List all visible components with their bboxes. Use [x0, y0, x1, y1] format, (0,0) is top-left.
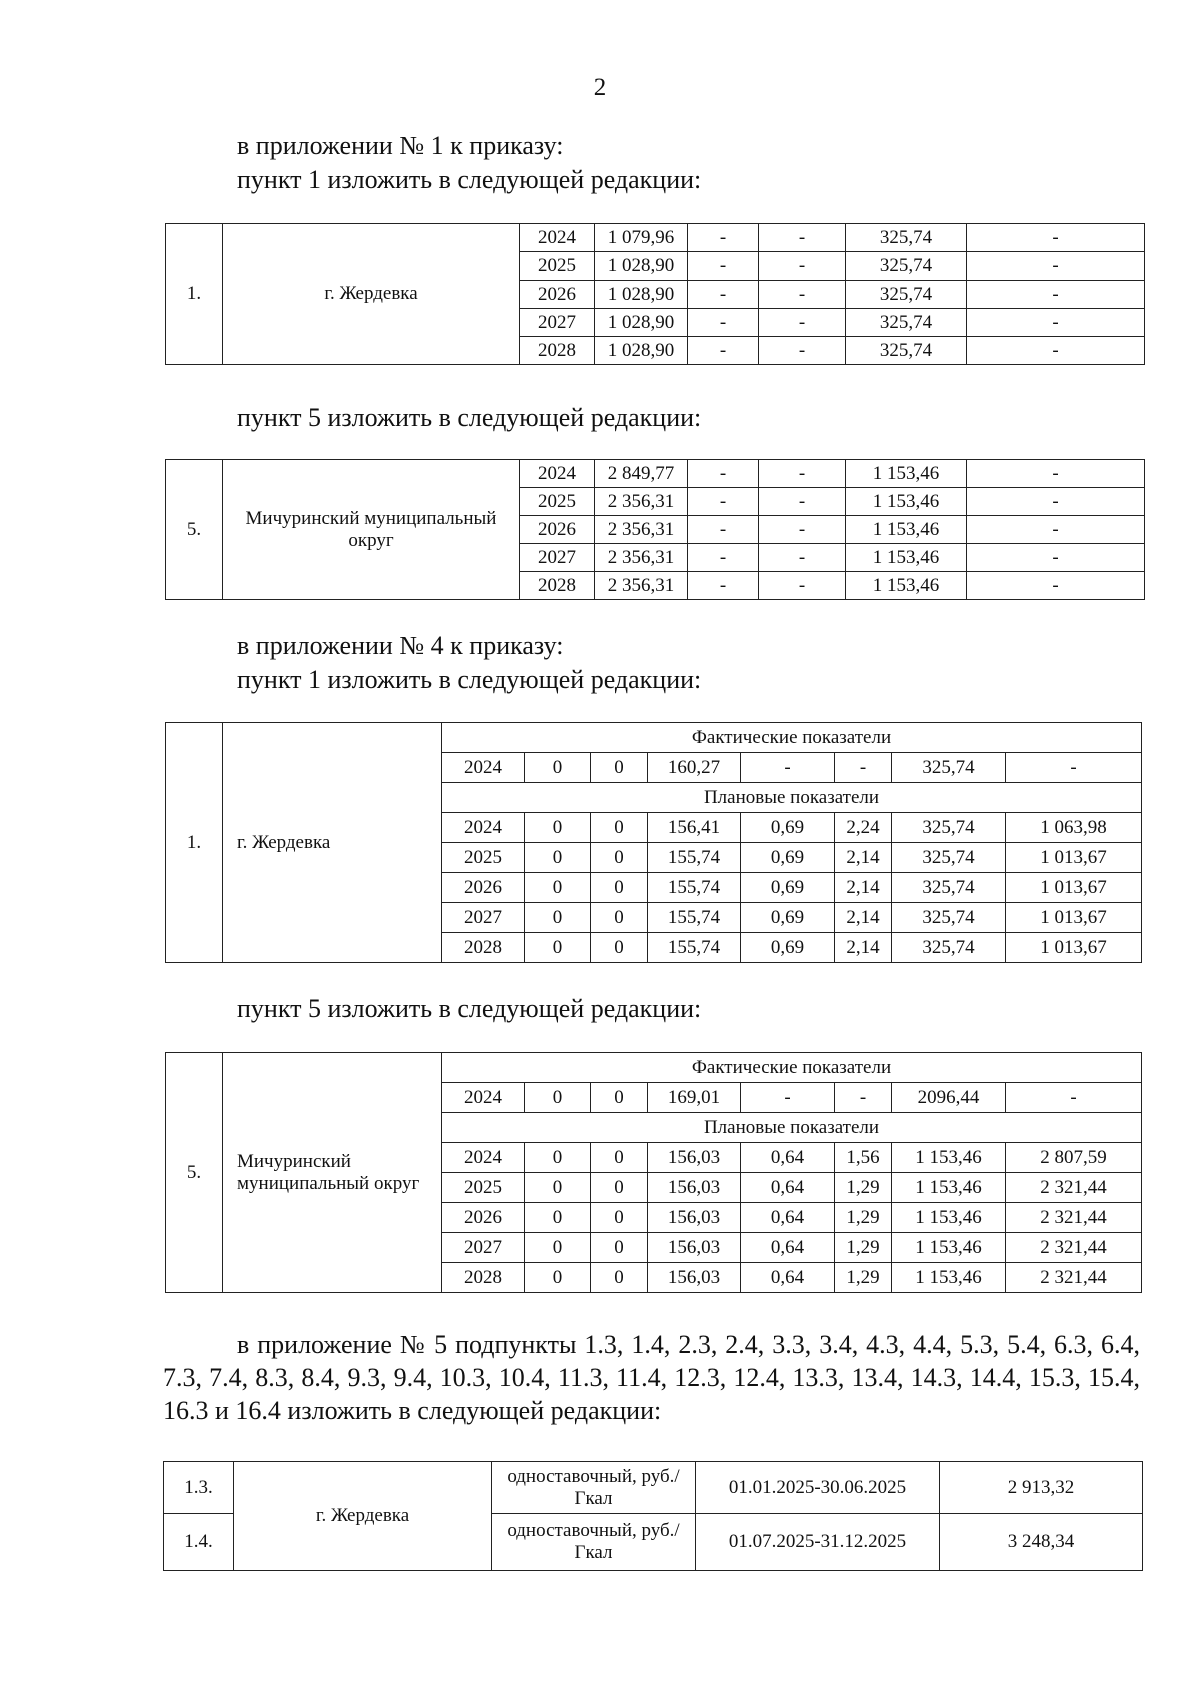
value-cell: 325,74 [846, 281, 967, 309]
value-cell: 0 [525, 753, 591, 783]
value-cell: 0 [591, 903, 648, 933]
value-cell: - [688, 281, 759, 309]
value-cell: 2 321,44 [1006, 1203, 1142, 1233]
value-cell: 155,74 [648, 933, 741, 963]
row-number: 1. [166, 224, 223, 365]
value-cell: 325,74 [892, 903, 1006, 933]
value-cell: - [688, 460, 759, 488]
app4-point5-line: пункт 5 изложить в следующей редакции: [237, 994, 702, 1023]
value-cell: - [967, 516, 1145, 544]
value-cell: 0 [525, 813, 591, 843]
period-cell: 01.01.2025-30.06.2025 [696, 1462, 940, 1514]
page-number: 2 [593, 74, 607, 101]
value-cell: 0,69 [741, 873, 835, 903]
value-cell: 0 [525, 873, 591, 903]
value-cell: 325,74 [892, 813, 1006, 843]
municipality-name: г. Жердевка [234, 1462, 492, 1571]
value-cell: 0,64 [741, 1203, 835, 1233]
value-cell: 0 [525, 1263, 591, 1293]
value-cell: 1 028,90 [595, 309, 688, 337]
actual-indicators-header: Фактические показатели [442, 723, 1142, 753]
value-cell: - [835, 1083, 892, 1113]
value-cell: 0 [525, 1203, 591, 1233]
value-cell: 0,64 [741, 1143, 835, 1173]
year-cell: 2025 [520, 488, 595, 516]
value-cell: - [1006, 1083, 1142, 1113]
value-cell: - [759, 488, 846, 516]
value-cell: - [759, 252, 846, 281]
value-cell: - [759, 516, 846, 544]
year-cell: 2026 [520, 281, 595, 309]
value-cell: - [1006, 753, 1142, 783]
value-cell: 1 028,90 [595, 337, 688, 365]
tariff-type: одноставочный, руб./Гкал [492, 1462, 696, 1514]
value-cell: - [741, 753, 835, 783]
year-cell: 2024 [442, 1143, 525, 1173]
value-cell: 0,64 [741, 1233, 835, 1263]
value-cell: 2 356,31 [595, 516, 688, 544]
plan-indicators-header: Плановые показатели [442, 783, 1142, 813]
tariff-value: 3 248,34 [940, 1514, 1143, 1571]
app1-point5-line: пункт 5 изложить в следующей редакции: [237, 403, 702, 432]
value-cell: - [835, 753, 892, 783]
value-cell: - [759, 281, 846, 309]
value-cell: - [759, 460, 846, 488]
value-cell: - [967, 572, 1145, 600]
value-cell: 0 [525, 1173, 591, 1203]
value-cell: 0 [525, 903, 591, 933]
value-cell: - [967, 460, 1145, 488]
value-cell: - [688, 572, 759, 600]
table-app1-point1 [165, 223, 1145, 365]
value-cell: 156,03 [648, 1233, 741, 1263]
value-cell: 0,69 [741, 843, 835, 873]
municipality-name: г. Жердевка [223, 723, 442, 963]
value-cell: 0 [591, 933, 648, 963]
value-cell: 156,41 [648, 813, 741, 843]
table-row [166, 460, 1145, 488]
value-cell: 155,74 [648, 873, 741, 903]
value-cell: 325,74 [892, 843, 1006, 873]
value-cell: 156,03 [648, 1203, 741, 1233]
value-cell: 0 [525, 1233, 591, 1263]
value-cell: 1 013,67 [1006, 843, 1142, 873]
value-cell: 0,64 [741, 1263, 835, 1293]
value-cell: 1,29 [835, 1173, 892, 1203]
value-cell: 0 [591, 1233, 648, 1263]
value-cell: - [759, 224, 846, 252]
table-row [166, 723, 1142, 753]
tariff-value: 2 913,32 [940, 1462, 1143, 1514]
value-cell: 1 153,46 [892, 1173, 1006, 1203]
value-cell: - [967, 544, 1145, 572]
value-cell: 2 356,31 [595, 488, 688, 516]
row-number: 5. [166, 1053, 223, 1293]
value-cell: - [967, 281, 1145, 309]
app1-intro [237, 129, 701, 197]
year-cell: 2027 [520, 309, 595, 337]
value-cell: - [967, 337, 1145, 365]
value-cell: 156,03 [648, 1263, 741, 1293]
year-cell: 2027 [442, 903, 525, 933]
year-cell: 2026 [520, 516, 595, 544]
value-cell: 155,74 [648, 843, 741, 873]
value-cell: 325,74 [892, 753, 1006, 783]
value-cell: 0,69 [741, 903, 835, 933]
app4-intro-line-2: пункт 1 изложить в следующей редакции: [237, 665, 702, 694]
app1-intro-line-1: в приложении № 1 к приказу: [237, 131, 564, 160]
app1-intro-line-2: пункт 1 изложить в следующей редакции: [237, 165, 702, 194]
value-cell: 0 [591, 873, 648, 903]
value-cell: 1,56 [835, 1143, 892, 1173]
value-cell: 0,64 [741, 1173, 835, 1203]
value-cell: 1 153,46 [846, 544, 967, 572]
year-cell: 2025 [442, 843, 525, 873]
year-cell: 2028 [442, 933, 525, 963]
table-app5 [163, 1461, 1143, 1571]
table-app4-point1 [165, 722, 1142, 963]
value-cell: 1 153,46 [846, 516, 967, 544]
value-cell: 0 [591, 813, 648, 843]
value-cell: 1,29 [835, 1233, 892, 1263]
value-cell: 1 153,46 [892, 1263, 1006, 1293]
subpoint-number: 1.3. [164, 1462, 234, 1514]
value-cell: 325,74 [892, 873, 1006, 903]
value-cell: 2 321,44 [1006, 1263, 1142, 1293]
value-cell: 160,27 [648, 753, 741, 783]
table-row [166, 224, 1145, 252]
value-cell: 2 356,31 [595, 544, 688, 572]
value-cell: 1 153,46 [892, 1233, 1006, 1263]
value-cell: - [688, 224, 759, 252]
value-cell: 0 [525, 1143, 591, 1173]
value-cell: - [688, 252, 759, 281]
municipality-name: г. Жердевка [223, 224, 520, 365]
value-cell: 1 153,46 [846, 488, 967, 516]
year-cell: 2025 [520, 252, 595, 281]
value-cell: 0,69 [741, 933, 835, 963]
value-cell: 325,74 [892, 933, 1006, 963]
row-number: 5. [166, 460, 223, 600]
app5-paragraph: в приложение № 5 подпункты 1.3, 1.4, 2.3, 2.4, 3.3, 3.4, 4.3, 4.4, 5.3, 5.4, 6.3, 6.4, 7.3, 7.4, 8.3, 8.4, 9.3, 9.4, 10.3, 10.4, 11.3, 11.4, 12.3, 12.4, 13.3, 13.4, 14.3, 14.4, 15.3, 15.4, 16.3 и 16.4 изложить в следующей редакции: [163, 1330, 1140, 1425]
value-cell: 325,74 [846, 337, 967, 365]
tariff-type: одноставочный, руб./Гкал [492, 1514, 696, 1571]
subpoint-number: 1.4. [164, 1514, 234, 1571]
value-cell: 1 028,90 [595, 281, 688, 309]
year-cell: 2024 [442, 1083, 525, 1113]
value-cell: 325,74 [846, 309, 967, 337]
value-cell: - [759, 544, 846, 572]
year-cell: 2024 [442, 813, 525, 843]
value-cell: - [688, 516, 759, 544]
year-cell: 2024 [520, 224, 595, 252]
value-cell: 2,14 [835, 933, 892, 963]
app4-intro [237, 629, 701, 697]
value-cell: 0 [591, 1083, 648, 1113]
plan-indicators-header: Плановые показатели [442, 1113, 1142, 1143]
year-cell: 2027 [520, 544, 595, 572]
value-cell: 2,14 [835, 873, 892, 903]
value-cell: 0 [525, 843, 591, 873]
value-cell: - [967, 309, 1145, 337]
value-cell: 0 [591, 753, 648, 783]
actual-indicators-header: Фактические показатели [442, 1053, 1142, 1083]
year-cell: 2025 [442, 1173, 525, 1203]
year-cell: 2027 [442, 1233, 525, 1263]
value-cell: 156,03 [648, 1143, 741, 1173]
value-cell: 2,24 [835, 813, 892, 843]
table-app1-point5 [165, 459, 1145, 600]
value-cell: 2 356,31 [595, 572, 688, 600]
year-cell: 2028 [442, 1263, 525, 1293]
value-cell: 0 [591, 1173, 648, 1203]
value-cell: - [688, 309, 759, 337]
value-cell: 325,74 [846, 224, 967, 252]
value-cell: 0 [525, 933, 591, 963]
table-row [164, 1462, 1143, 1514]
year-cell: 2028 [520, 337, 595, 365]
value-cell: - [967, 488, 1145, 516]
year-cell: 2028 [520, 572, 595, 600]
value-cell: - [967, 252, 1145, 281]
value-cell: 1,29 [835, 1203, 892, 1233]
value-cell: 0 [591, 843, 648, 873]
app4-intro-line-1: в приложении № 4 к приказу: [237, 631, 564, 660]
value-cell: 1 079,96 [595, 224, 688, 252]
year-cell: 2026 [442, 1203, 525, 1233]
value-cell: 155,74 [648, 903, 741, 933]
value-cell: 0,69 [741, 813, 835, 843]
value-cell: 2 321,44 [1006, 1233, 1142, 1263]
municipality-name: Мичуринский муниципальный округ [223, 460, 520, 600]
value-cell: 1 153,46 [846, 460, 967, 488]
value-cell: 2,14 [835, 903, 892, 933]
value-cell: 1 013,67 [1006, 933, 1142, 963]
value-cell: 0 [591, 1203, 648, 1233]
value-cell: 1 153,46 [892, 1203, 1006, 1233]
value-cell: 1 028,90 [595, 252, 688, 281]
value-cell: - [688, 544, 759, 572]
municipality-name: Мичуринский муниципальный округ [223, 1053, 442, 1293]
value-cell: - [759, 309, 846, 337]
value-cell: 2 807,59 [1006, 1143, 1142, 1173]
value-cell: - [759, 337, 846, 365]
value-cell: 2 321,44 [1006, 1173, 1142, 1203]
value-cell: 2 849,77 [595, 460, 688, 488]
value-cell: - [967, 224, 1145, 252]
table-row [166, 1053, 1142, 1083]
year-cell: 2026 [442, 873, 525, 903]
value-cell: 0 [525, 1083, 591, 1113]
value-cell: 325,74 [846, 252, 967, 281]
row-number: 1. [166, 723, 223, 963]
value-cell: 0 [591, 1143, 648, 1173]
value-cell: 1 153,46 [892, 1143, 1006, 1173]
year-cell: 2024 [520, 460, 595, 488]
value-cell: - [688, 337, 759, 365]
value-cell: 0 [591, 1263, 648, 1293]
value-cell: 1 153,46 [846, 572, 967, 600]
value-cell: 1,29 [835, 1263, 892, 1293]
value-cell: 169,01 [648, 1083, 741, 1113]
value-cell: - [688, 488, 759, 516]
value-cell: 2,14 [835, 843, 892, 873]
year-cell: 2024 [442, 753, 525, 783]
value-cell: 1 013,67 [1006, 903, 1142, 933]
period-cell: 01.07.2025-31.12.2025 [696, 1514, 940, 1571]
value-cell: - [741, 1083, 835, 1113]
table-app4-point5 [165, 1052, 1142, 1293]
value-cell: - [759, 572, 846, 600]
value-cell: 1 063,98 [1006, 813, 1142, 843]
value-cell: 2096,44 [892, 1083, 1006, 1113]
value-cell: 156,03 [648, 1173, 741, 1203]
value-cell: 1 013,67 [1006, 873, 1142, 903]
